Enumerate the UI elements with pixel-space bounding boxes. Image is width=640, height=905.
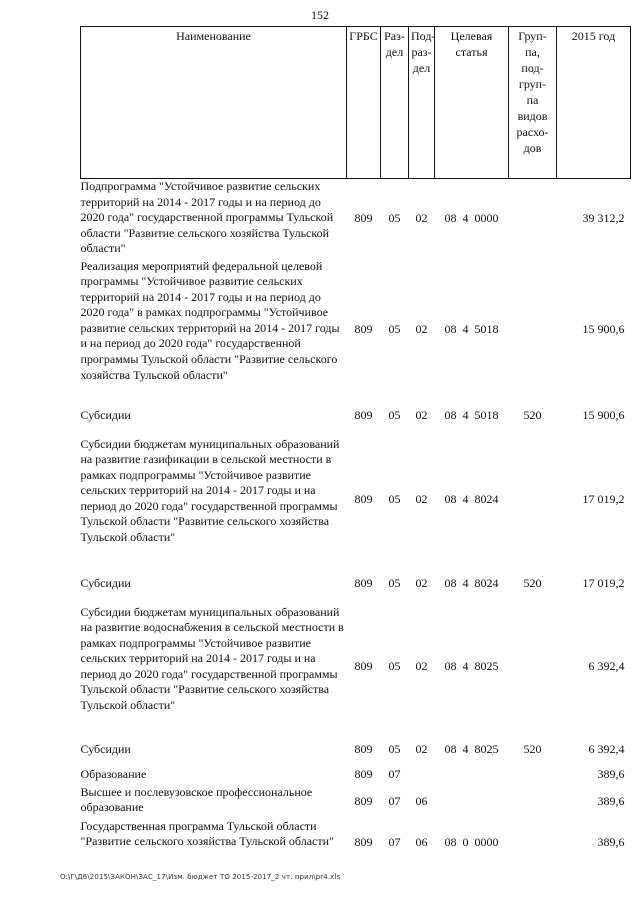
- row-vid-rashodov: [509, 431, 557, 569]
- row-celevaya-statya: 08 4 5018: [444, 321, 499, 336]
- row-razdel: 05: [388, 321, 401, 336]
- table-row: [81, 569, 631, 599]
- row-podrazdel: 02: [415, 407, 428, 422]
- row-sum: 39 312,2: [582, 210, 625, 225]
- row-vid-rashodov: [509, 599, 557, 735]
- row-sum: 17 019,2: [582, 575, 625, 590]
- row-podrazdel: [409, 765, 435, 785]
- row-vid-rashodov: [509, 819, 557, 867]
- row-razdel: 05: [388, 407, 401, 422]
- row-podrazdel: 02: [415, 575, 428, 590]
- budget-table: [80, 26, 631, 867]
- row-celevaya-statya: 08 4 8024: [444, 575, 499, 590]
- row-sum: 17 019,2: [582, 491, 625, 506]
- row-celevaya-statya: [435, 785, 509, 819]
- table-row: [81, 259, 631, 401]
- row-celevaya-statya: 08 0 0000: [444, 834, 499, 849]
- row-grbs: 809: [354, 834, 373, 849]
- row-name: Субсидии бюджетам муниципальных образований на развитие газификации в сельской местности в рамках подпрограммы "Устойчивое развитие сельских территорий на 2014 - 2017 годы и на период до 2020 года" государственной программы Тульской области "Развитие сельского хозяйства Тульской области": [80, 436, 340, 545]
- row-grbs: 809: [354, 407, 373, 422]
- row-name: Субсидии: [80, 407, 131, 422]
- row-sum: 6 392,4: [588, 741, 625, 756]
- row-vid-rashodov: 520: [523, 575, 542, 590]
- row-razdel: 05: [388, 491, 401, 506]
- row-razdel: 07: [388, 793, 401, 808]
- table-row: [81, 785, 631, 819]
- row-name: Субсидии бюджетам муниципальных образований на развитие водоснабжения в сельской местности в рамках подпрограммы "Устойчивое развитие сельских территорий на 2014 - 2017 годы и на период до 2020 года" государственной программы Тульской области "Развитие сельского хозяйства Тульской области": [80, 604, 344, 713]
- file-path-footer: O:\Г\Д6\2015\ЗАКОН\ЗАС_17\Изм. бюджет ТО 2015-2017_2 чт. прил\pr4.xls: [60, 873, 341, 881]
- row-sum: 15 900,6: [582, 321, 625, 336]
- table-header-row: [81, 27, 631, 179]
- budget-table-sheet: [80, 26, 630, 867]
- row-name: Субсидии: [80, 741, 131, 756]
- row-sum: 389,6: [597, 793, 625, 808]
- header-grbs: ГРБС: [347, 27, 381, 179]
- header-razdel: Раз- дел: [381, 27, 409, 179]
- row-grbs: 809: [354, 321, 373, 336]
- table-row: [81, 401, 631, 431]
- row-sum: 15 900,6: [582, 407, 625, 422]
- row-razdel: 05: [388, 210, 401, 225]
- row-name: Государственная программа Тульской области "Развитие сельского хозяйства Тульской области": [80, 818, 334, 849]
- row-podrazdel: 02: [415, 658, 428, 673]
- row-podrazdel: 02: [415, 741, 428, 756]
- row-celevaya-statya: 08 4 8025: [444, 658, 499, 673]
- table-row: [81, 765, 631, 785]
- table-row: [81, 735, 631, 765]
- row-razdel: 07: [388, 834, 401, 849]
- row-name: Субсидии: [80, 575, 131, 590]
- header-podrazdel: Под- раз- дел: [409, 27, 435, 179]
- row-grbs: 809: [354, 658, 373, 673]
- row-sum: 389,6: [597, 766, 625, 781]
- row-razdel: 05: [388, 575, 401, 590]
- header-gruppa-vidov-rashodov: Груп- па, под- груп- па видов расхо- дов: [509, 27, 557, 179]
- row-vid-rashodov: [509, 259, 557, 401]
- row-vid-rashodov: [509, 179, 557, 259]
- row-podrazdel: 06: [415, 834, 428, 849]
- table-row: [81, 819, 631, 867]
- row-vid-rashodov: [509, 785, 557, 819]
- row-podrazdel: 02: [415, 491, 428, 506]
- row-sum: 389,6: [597, 834, 625, 849]
- row-podrazdel: 02: [415, 321, 428, 336]
- row-grbs: 809: [354, 575, 373, 590]
- header-year: 2015 год: [557, 27, 631, 179]
- row-vid-rashodov: [509, 765, 557, 785]
- row-grbs: 809: [354, 210, 373, 225]
- row-podrazdel: 02: [415, 210, 428, 225]
- row-grbs: 809: [354, 741, 373, 756]
- row-name: Высшее и послевузовское профессиональное образование: [80, 784, 313, 815]
- row-sum: 6 392,4: [588, 658, 625, 673]
- table-row: [81, 179, 631, 259]
- row-celevaya-statya: [435, 765, 509, 785]
- row-grbs: 809: [354, 491, 373, 506]
- header-name: Наименование: [81, 27, 347, 179]
- page-number: 152: [311, 8, 329, 22]
- row-razdel: 05: [388, 658, 401, 673]
- row-celevaya-statya: 08 4 8025: [444, 741, 499, 756]
- row-celevaya-statya: 08 4 5018: [444, 407, 499, 422]
- row-celevaya-statya: 08 4 8024: [444, 491, 499, 506]
- table-row: [81, 431, 631, 569]
- row-vid-rashodov: 520: [523, 741, 542, 756]
- row-celevaya-statya: 08 4 0000: [444, 210, 499, 225]
- row-podrazdel: 06: [415, 793, 428, 808]
- row-name: Реализация мероприятий федеральной целевой программы "Устойчивое развитие сельских территорий на 2014 - 2017 годы и на период до 2020 года" в рамках подпрограммы "Устойчивое развитие сельских территорий на 2014 - 2017 годы и на период до 2020 года" государственной программы Тульской области "Развитие сельского хозяйства Тульской области": [80, 258, 340, 382]
- row-name: Подпрограмма "Устойчивое развитие сельских территорий на 2014 - 2017 годы и на период до 2020 года" государственной программы Тульской области "Развитие сельского хозяйства Тульской области": [80, 179, 334, 256]
- header-celevaya-statya: Целевая статья: [435, 27, 509, 179]
- row-razdel: 05: [388, 741, 401, 756]
- row-vid-rashodov: 520: [523, 407, 542, 422]
- row-razdel: 07: [388, 766, 401, 781]
- row-grbs: 809: [354, 766, 373, 781]
- row-name: Образование: [80, 766, 147, 781]
- table-row: [81, 599, 631, 735]
- row-grbs: 809: [354, 793, 373, 808]
